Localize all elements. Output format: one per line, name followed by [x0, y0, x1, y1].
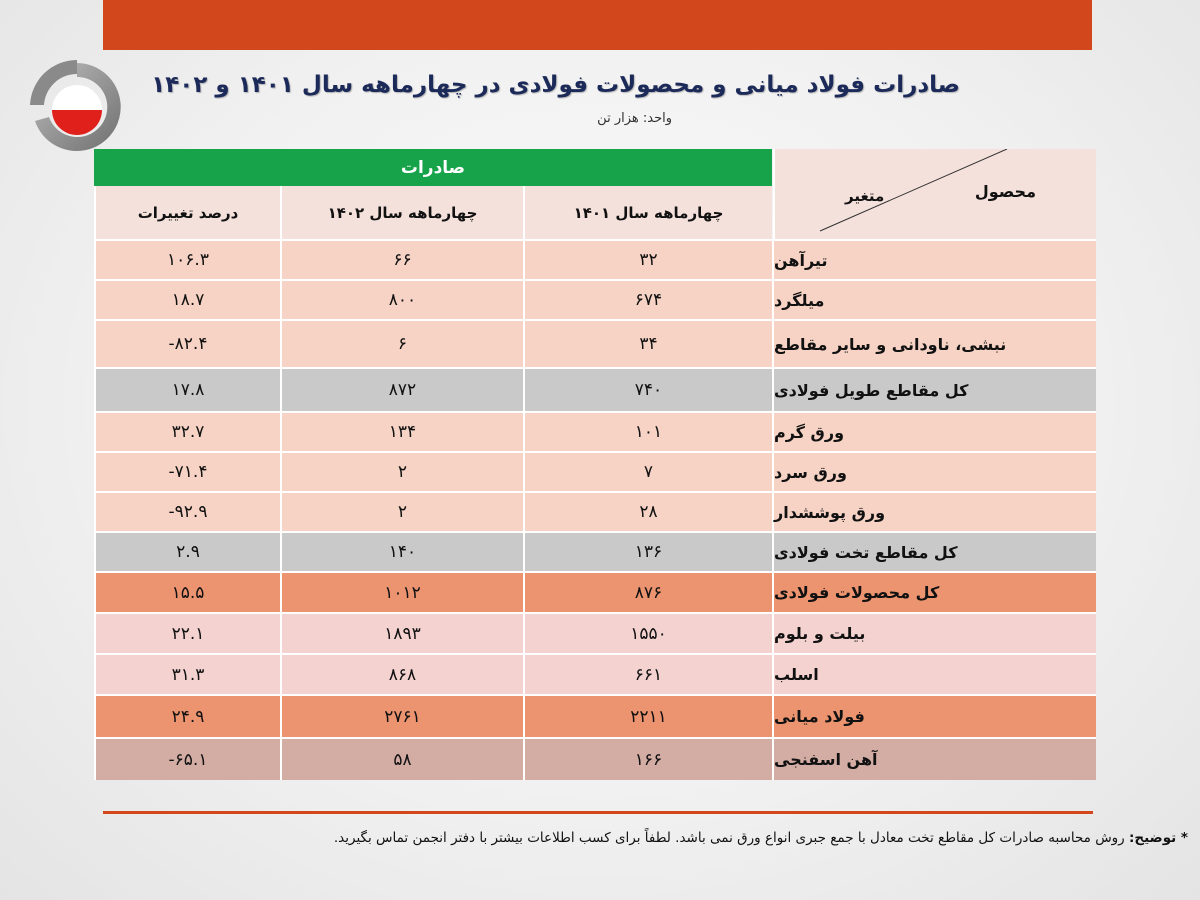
footnote-text: روش محاسبه صادرات کل مقاطع تخت معادل با جمع جبری انواع ورق نمی باشد. لطفاً برای کسب اطلاعات بیشتر با دفتر انجمن تماس بگیرید.: [333, 830, 1125, 846]
table-row: [94, 694, 1096, 737]
table-row: [94, 531, 1096, 571]
header-1401: چهارماهه سال ۱۴۰۱: [523, 186, 772, 239]
cell-1402: ۵۸: [280, 739, 523, 780]
cell-product: فولاد میانی: [772, 696, 1096, 737]
cell-change: ۱۷.۸: [94, 369, 280, 411]
cell-1401: ۱۶۶: [523, 739, 772, 780]
cell-change: ۲.۹: [94, 533, 280, 571]
cell-change: ۲۴.۹: [94, 696, 280, 737]
table-row: [94, 451, 1096, 491]
unit-label: واحد: هزار تن: [597, 111, 672, 126]
cell-change: -۷۱.۴: [94, 453, 280, 491]
cell-change: ۱۰۶.۳: [94, 241, 280, 279]
cell-product: ورق پوششدار: [772, 493, 1096, 531]
table-body: [94, 239, 1096, 780]
cell-1402: ۱۳۴: [280, 413, 523, 451]
header-1402: چهارماهه سال ۱۴۰۲: [280, 186, 523, 239]
cell-1401: ۷۴۰: [523, 369, 772, 411]
cell-1401: ۳۴: [523, 321, 772, 367]
cell-1401: ۶۶۱: [523, 655, 772, 694]
cell-1402: ۱۴۰: [280, 533, 523, 571]
top-banner: [103, 0, 1092, 50]
footnote-label: * توضیح:: [1129, 830, 1188, 846]
cell-product: بیلت و بلوم: [772, 614, 1096, 653]
table-row: [94, 367, 1096, 411]
table-row: [94, 491, 1096, 531]
cell-product: اسلب: [772, 655, 1096, 694]
cell-product: کل مقاطع طویل فولادی: [772, 369, 1096, 411]
cell-1401: ۶۷۴: [523, 281, 772, 319]
cell-1401: ۱۳۶: [523, 533, 772, 571]
cell-1402: ۶: [280, 321, 523, 367]
cell-change: ۲۲.۱: [94, 614, 280, 653]
page-title: صادرات فولاد میانی و محصولات فولادی در چهارماهه سال ۱۴۰۱ و ۱۴۰۲: [151, 72, 960, 98]
table-row: [94, 239, 1096, 279]
cell-1401: ۱۵۵۰: [523, 614, 772, 653]
table-row: [94, 612, 1096, 653]
cell-1401: ۲۲۱۱: [523, 696, 772, 737]
bottom-divider: [103, 811, 1093, 814]
corner-header: [773, 149, 1096, 239]
cell-1401: ۲۸: [523, 493, 772, 531]
cell-change: -۶۵.۱: [94, 739, 280, 780]
cell-change: ۱۵.۵: [94, 573, 280, 612]
cell-change: ۳۲.۷: [94, 413, 280, 451]
header-product: محصول: [974, 182, 1036, 201]
header-change: درصد تغییرات: [94, 186, 280, 239]
table-row: [94, 653, 1096, 694]
cell-change: -۹۲.۹: [94, 493, 280, 531]
association-logo: [22, 57, 132, 157]
cell-change: ۳۱.۳: [94, 655, 280, 694]
exports-table: [94, 149, 1096, 770]
group-header-exports: صادرات: [94, 149, 772, 186]
table-row: [94, 319, 1096, 367]
cell-product: کل محصولات فولادی: [772, 573, 1096, 612]
cell-change: -۸۲.۴: [94, 321, 280, 367]
cell-1401: ۷: [523, 453, 772, 491]
cell-1402: ۱۰۱۲: [280, 573, 523, 612]
cell-product: ورق گرم: [772, 413, 1096, 451]
cell-1402: ۱۸۹۳: [280, 614, 523, 653]
table-row: [94, 571, 1096, 612]
cell-change: ۱۸.۷: [94, 281, 280, 319]
cell-product: میلگرد: [772, 281, 1096, 319]
footnote: [100, 830, 1188, 854]
cell-product: تیرآهن: [772, 241, 1096, 279]
cell-1402: ۸۶۸: [280, 655, 523, 694]
cell-product: ورق سرد: [772, 453, 1096, 491]
cell-1401: ۱۰۱: [523, 413, 772, 451]
cell-1402: ۲۷۶۱: [280, 696, 523, 737]
cell-1401: ۸۷۶: [523, 573, 772, 612]
cell-1402: ۲: [280, 493, 523, 531]
cell-1401: ۳۲: [523, 241, 772, 279]
table-row: [94, 737, 1096, 780]
cell-product: کل مقاطع تخت فولادی: [772, 533, 1096, 571]
cell-product: آهن اسفنجی: [772, 739, 1096, 780]
cell-1402: ۶۶: [280, 241, 523, 279]
cell-1402: ۸۷۲: [280, 369, 523, 411]
diagonal-divider: [775, 149, 1098, 239]
cell-1402: ۸۰۰: [280, 281, 523, 319]
table-row: [94, 279, 1096, 319]
cell-1402: ۲: [280, 453, 523, 491]
table-row: [94, 411, 1096, 451]
header-variable: متغیر: [845, 187, 885, 205]
cell-product: نبشی، ناودانی و سایر مقاطع: [772, 321, 1096, 367]
